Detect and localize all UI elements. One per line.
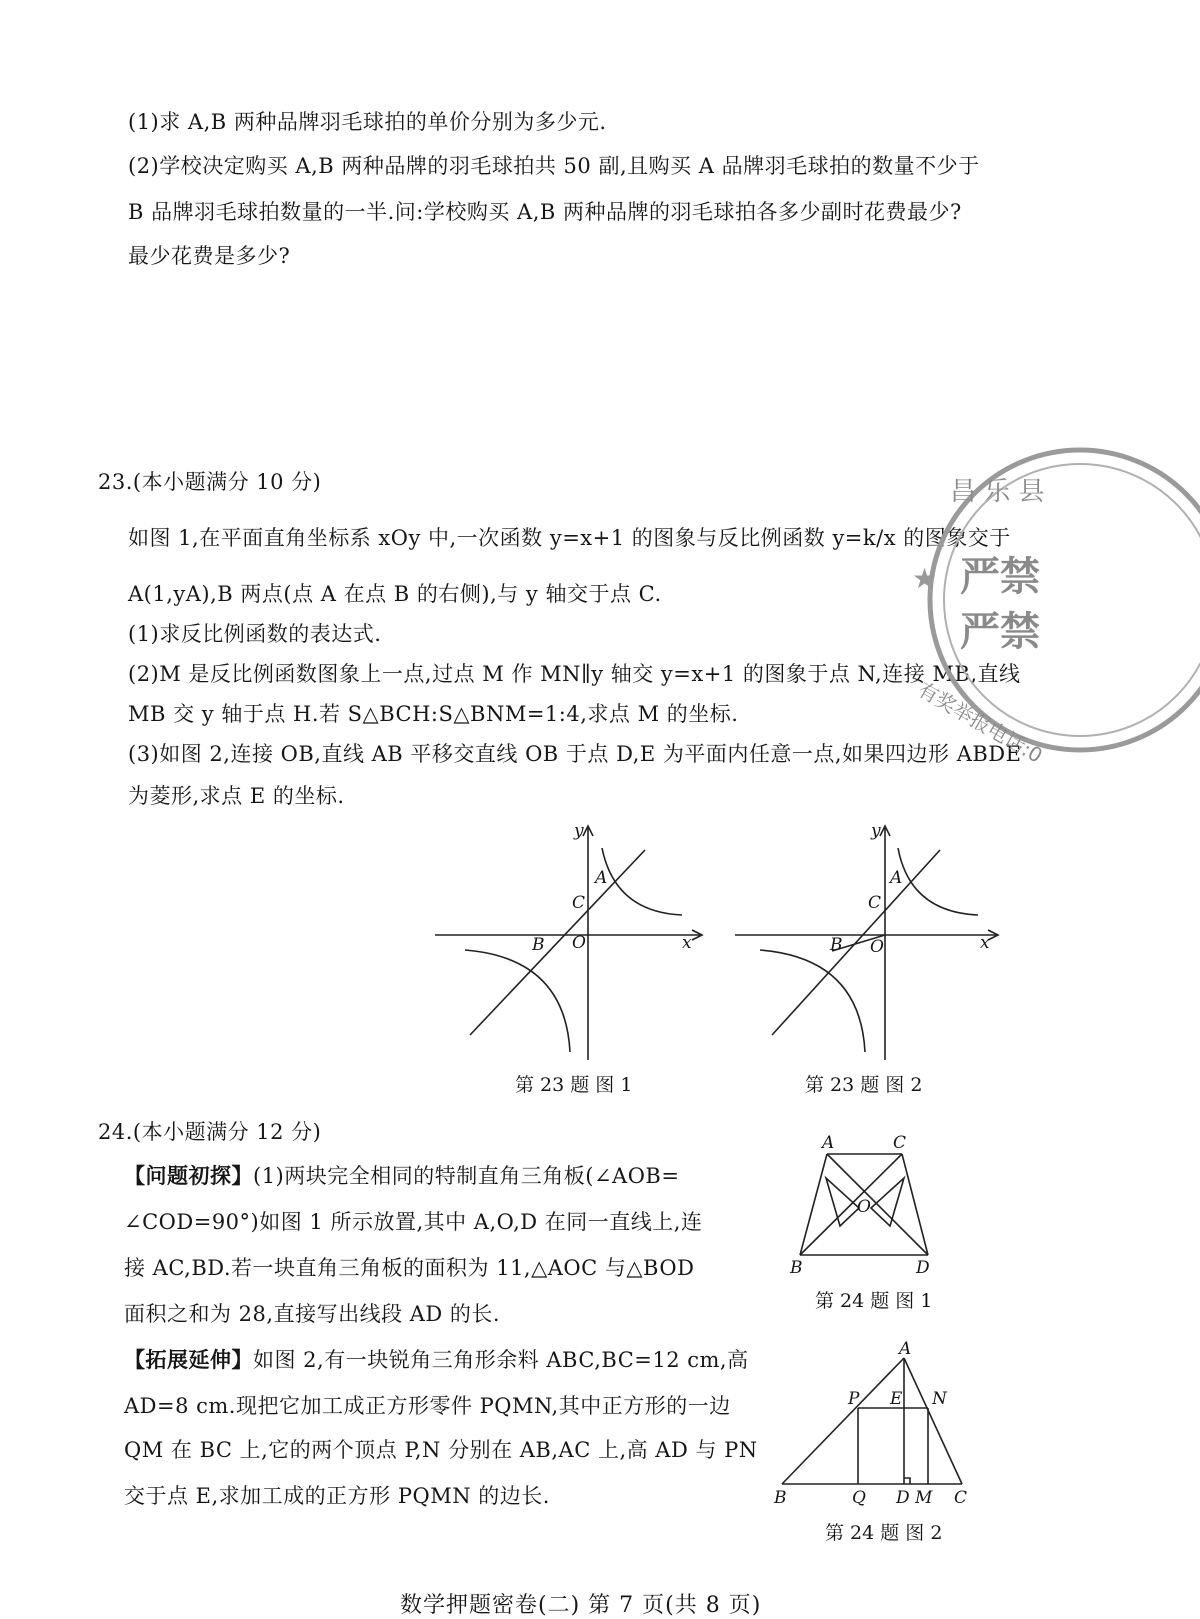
q23-fig1-label-C: C (572, 893, 586, 913)
q23-fig2-caption: 第 23 题 图 2 (805, 1074, 923, 1096)
svg-text:★: ★ (912, 562, 938, 595)
q24-explore-line1 (124, 1162, 679, 1190)
q24-extend-line2: AD=8 cm.现把它加工成正方形零件 PQMN,其中正方形的一边 (124, 1394, 731, 1418)
q22-part2-line2: B 品牌羽毛球拍数量的一半.问:学校购买 A,B 两种品牌的羽毛球拍各多少副时花费最少? (128, 200, 962, 224)
q23-intro-line1: 如图 1,在平面直角坐标系 xOy 中,一次函数 y=x+1 的图象与反比例函数 y=k/x 的图象交于 (128, 526, 1011, 550)
q24-explore-line2: ∠COD=90°)如图 1 所示放置,其中 A,O,D 在同一直线上,连 (124, 1210, 703, 1234)
q24-fig2-caption: 第 24 题 图 2 (825, 1522, 943, 1544)
q23-figure-1 (430, 820, 710, 1070)
svg-text:严禁: 严禁 (960, 554, 1040, 600)
q24-fig2-label-A: A (899, 1339, 912, 1359)
q24-fig2-label-N: N (932, 1389, 947, 1409)
q24-extend-line1 (124, 1346, 749, 1374)
q22-part2-line1: (2)学校决定购买 A,B 两种品牌的羽毛球拍共 50 副,且购买 A 品牌羽毛球拍的数量不少于 (128, 154, 980, 178)
q24-explore-line4: 面积之和为 28,直接写出线段 AD 的长. (124, 1302, 501, 1326)
q24-fig1-caption: 第 24 题 图 1 (815, 1290, 933, 1312)
q24-fig2-label-Q: Q (852, 1488, 866, 1508)
q24-extend-line4: 交于点 E,求加工成的正方形 PQMN 的边长. (124, 1484, 550, 1508)
q24-fig2-label-P: P (848, 1389, 860, 1409)
q24-fig1-label-O: O (857, 1197, 871, 1217)
q22-part1: (1)求 A,B 两种品牌羽毛球拍的单价分别为多少元. (128, 110, 607, 134)
q23-fig1-label-O: O (572, 933, 586, 953)
q23-fig1-label-y: y (574, 821, 584, 841)
q24-fig1-label-A: A (822, 1133, 835, 1153)
q23-part3-line2: 为菱形,求点 E 的坐标. (128, 784, 345, 808)
q23-part1: (1)求反比例函数的表达式. (128, 622, 382, 646)
q24-extend-text: 如图 2,有一块锐角三角形余料 ABC,BC=12 cm,高 (253, 1348, 749, 1372)
q24-explore-text: (1)两块完全相同的特制直角三角板(∠AOB= (253, 1164, 680, 1188)
q23-fig1-label-A: A (595, 868, 608, 888)
q23-fig1-caption: 第 23 题 图 1 (515, 1074, 633, 1096)
q22-part2-line3: 最少花费是多少? (128, 244, 291, 268)
q24-fig2-label-B: B (774, 1488, 787, 1508)
q23-fig2-label-y: y (871, 821, 881, 841)
q23-intro-line2: A(1,yA),B 两点(点 A 在点 B 的右侧),与 y 轴交于点 C. (128, 582, 662, 606)
q24-fig2-label-C: C (954, 1488, 968, 1508)
q23-part2-line2: MB 交 y 轴于点 H.若 S△BCH:S△BNM=1:4,求点 M 的坐标. (128, 702, 739, 726)
q23-part3-line1: (3)如图 2,连接 OB,直线 AB 平移交直线 OB 于点 D,E 为平面内任意一点,如果四边形 ABDE (128, 742, 1022, 766)
q24-extend-tag: 【拓展延伸】 (124, 1347, 253, 1372)
q24-figure-1 (780, 1130, 950, 1280)
q24-fig2-label-M: M (915, 1488, 933, 1508)
q23-fig2-label-C: C (868, 893, 882, 913)
q23-header: 23.(本小题满分 10 分) (98, 470, 322, 494)
q24-figure-2 (770, 1338, 980, 1510)
q24-header: 24.(本小题满分 12 分) (98, 1120, 322, 1144)
anti-leak-stamp (912, 440, 1200, 770)
q23-fig2-label-O: O (870, 937, 884, 957)
q24-fig2-label-E: E (890, 1389, 903, 1409)
svg-text:昌 乐 县: 昌 乐 县 (950, 477, 1045, 507)
q24-explore-line3: 接 AC,BD.若一块直角三角板的面积为 11,△AOC 与△BOD (124, 1256, 695, 1280)
q24-fig1-label-C: C (893, 1133, 907, 1153)
q23-figure-2 (730, 820, 1005, 1070)
q24-extend-line3: QM 在 BC 上,它的两个顶点 P,N 分别在 AB,AC 上,高 AD 与 PN (124, 1438, 758, 1462)
svg-text:严禁: 严禁 (960, 609, 1040, 655)
q23-fig2-label-x: x (980, 933, 990, 953)
q24-explore-tag: 【问题初探】 (124, 1163, 253, 1188)
page-footer: 数学押题密卷(二) 第 7 页(共 8 页) (400, 1593, 762, 1618)
q24-fig1-label-B: B (790, 1258, 803, 1278)
svg-text:有奖举报电话:0: 有奖举报电话:0 (913, 677, 1047, 768)
q23-fig1-label-B: B (532, 935, 545, 955)
q23-fig1-label-x: x (682, 933, 692, 953)
q24-fig1-label-D: D (916, 1258, 930, 1278)
q23-part2-line1: (2)M 是反比例函数图象上一点,过点 M 作 MN∥y 轴交 y=x+1 的图象于点 N,连接 MB,直线 (128, 662, 1021, 686)
q23-fig2-label-A: A (890, 868, 903, 888)
q24-fig2-label-D: D (896, 1488, 910, 1508)
q23-fig2-label-B: B (830, 935, 843, 955)
